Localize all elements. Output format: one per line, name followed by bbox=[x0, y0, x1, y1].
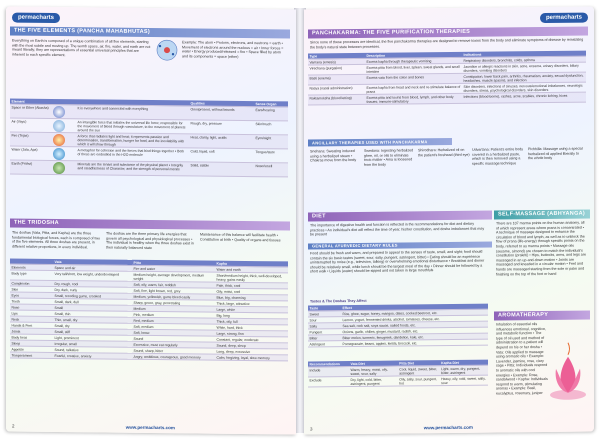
cell: Pomegranate, beans, apples, lentils, broccoli, etc. bbox=[341, 339, 488, 347]
cell: Joints bbox=[10, 328, 53, 334]
cell: Sea salt, rock salt, soya sauce, salted foods, etc. bbox=[341, 321, 488, 329]
fire-icon bbox=[53, 133, 65, 145]
five-elements-intro: Everything on Earth is composed of a unique combination of all five elements, starting with the most subtle and moving up. The womb space, air, fire, water, and earth are not meant literally; they are representations of essential universal principles that are inherent to each specific element. bbox=[12, 38, 151, 57]
space-icon bbox=[53, 105, 65, 117]
cell: Temperament bbox=[10, 352, 53, 358]
cell: Pale, thick, cool bbox=[215, 282, 288, 289]
cell: Sweet bbox=[308, 311, 341, 317]
element-sense: Ears/hearing bbox=[254, 107, 288, 121]
col-description: Description bbox=[365, 52, 462, 59]
table-row bbox=[308, 92, 586, 105]
cell: Nose bbox=[10, 304, 53, 310]
element-quality: Heat, clarity, light, acidic bbox=[189, 134, 254, 149]
diet-rules: Food should be fresh and warm, and prepared to appeal to the senses of taste, smell, and sight; food should contain the six basic tastes (sweet, sour, salty, pungent, astringent, bitter) • Eating should be an experience uninterrupted by noise (e.g., television, talking) or overwhelming emotional disturbance • Breakfast and dinner should be relatively small, while lunch should be the largest meal of the day • Dinner should be followed by a short walk • Liquids (water) should be sipped and not taken in large mouthfuls bbox=[310, 249, 485, 274]
cell: Oily, moist, cool bbox=[215, 288, 288, 295]
footer-url[interactable]: www.permacharts.com bbox=[423, 424, 473, 431]
col-indications: Indications bbox=[462, 51, 586, 58]
tridosha-table bbox=[10, 259, 288, 362]
element-name: Earth (Prithvi) bbox=[10, 160, 51, 174]
water-icon bbox=[53, 147, 65, 159]
cell: Soft, medium bbox=[132, 323, 215, 330]
element-sense: Eyes/sight bbox=[254, 135, 288, 149]
tridosha-intro: The doshas (Vata, Pitta, and Kapha) are the three fundamental biological forces, each is composed of two of the five elements. All three doshas are present, in different relative proportions, in every individual. bbox=[12, 230, 101, 250]
cell: Body heat bbox=[10, 334, 53, 340]
cell: Medium height, average development, medium weight bbox=[132, 271, 215, 282]
section-header-diet: DIET bbox=[308, 211, 492, 222]
element-desc: It is everywhere and connected with everything bbox=[76, 105, 189, 120]
section-header-tridosha: THE TRIDOSHA bbox=[10, 219, 290, 231]
cell: Long, deep, excessive bbox=[215, 348, 288, 355]
element-quality: Solid, stable bbox=[189, 162, 254, 177]
cell: Elements bbox=[10, 264, 53, 270]
cell: Light, prominent bbox=[53, 334, 132, 341]
cell: Oily, salty, sour, pungent, hot bbox=[398, 376, 440, 386]
self-massage-text: There are 107 marma points on the human anatomy, all of which represent areas where prana is concentrated • A technique of massage designed to enhance the circulation of blood and lymph, as well as to unblock the flow of prana (life-energy) through specific points on the body, referred to as marma points • Massage oils (sesame, almond) are chosen to match the individual's constitution (prakriti) • Hips, buttocks, arms, and legs are massaged in an up-and-down motion • Joints are massaged and kneaded in a circular motion • Feet and hands are massaged starting from the sole or palm and finishing on the top of the foot or hand bbox=[496, 220, 586, 277]
cell: Sour bbox=[308, 317, 341, 323]
left-footer bbox=[12, 424, 175, 431]
ancillary-item: Snehana: Sweating induced using a herbalized steam • Chakras move from the body bbox=[310, 148, 357, 163]
cell: Sleep bbox=[10, 340, 53, 346]
cell: Basti (enema) bbox=[308, 74, 365, 85]
col-taste: Taste bbox=[308, 305, 341, 311]
cell: Hands & Feet bbox=[10, 322, 53, 328]
cell: Skin disorders, infections of sinuses, nervous/emotional imbalances, neurologic disorders, stress, psychological disorders, skin disorders bbox=[462, 82, 586, 93]
cell: Infections (blood-borne), rashes, acne, scabies, chronic itching, hives bbox=[462, 92, 586, 103]
cell: Irregular, small bbox=[53, 340, 132, 347]
cell: Complexion bbox=[10, 280, 53, 286]
right-footer bbox=[310, 425, 473, 432]
cell: Thin, small, dry bbox=[53, 316, 132, 323]
cell: Cool, liquid, sweet, bitter, astringent bbox=[398, 366, 440, 376]
table-row bbox=[10, 160, 288, 177]
section-header-five-elements: THE FIVE ELEMENTS (PANCHA MAHABHUTAS) bbox=[10, 27, 290, 39]
element-name: Fire (Tejas) bbox=[10, 132, 51, 146]
col-vata: Vata bbox=[53, 259, 132, 265]
cell: Include bbox=[308, 367, 349, 377]
cell: Jaundice or allergic reactions in skin, acne, eczema, urinary disorders, biliary disorders, vomiting disorders bbox=[462, 62, 586, 73]
cell: Angry, ambitious, courageous, good memory bbox=[132, 353, 215, 360]
cell: Warm, heavy, moist, oily, sweet, sour, salty bbox=[349, 366, 398, 377]
col-element: Element bbox=[10, 99, 51, 105]
section-header-panchakarma: PANCHAKARMA: THE FIVE PURIFICATION THERAPIES bbox=[308, 27, 588, 39]
tridosha-right: Maintenance of this balance will facilitate health • Constitution at birth • Quality of organs and tissues bbox=[200, 232, 281, 242]
col-sense-organ: Sense Organ bbox=[254, 101, 288, 107]
ancillary-item: Shirodhara: Herbalized oil on the patient's forehead (third eye) bbox=[418, 147, 470, 157]
panchakarma-intro: Since none of these processes are identical, the five panchakarma therapies are designed to remove toxins from the body and eliminate symptoms of disease by reinstating the body's natural state between processes. bbox=[310, 37, 584, 50]
cell: Red, medium bbox=[132, 317, 215, 324]
element-name: Air (Vayu) bbox=[10, 118, 51, 132]
cell: Excess kapha from head and neck and re-stimulate balance of prana bbox=[366, 84, 461, 94]
cell: Small, dark, dull bbox=[53, 298, 132, 305]
cell: Large, strong, firm bbox=[215, 330, 288, 337]
element-desc: A metaphor for cohesion and the forces that bind things together • Both of these are embodied in the H2O molecule bbox=[76, 147, 189, 162]
cell: Rice, ghee, sugar, honey, mangos, dates, cooked beetroot, etc. bbox=[341, 309, 488, 317]
earth-icon bbox=[53, 161, 65, 173]
col-type: Type bbox=[308, 53, 365, 59]
cell: Excess vata from the colon and bones bbox=[365, 73, 462, 84]
cell: Excess pitta from blood, liver, spleen, sweat glands, and small intestine bbox=[365, 63, 462, 74]
tastes-title: Tastes & The Doshas They Affect bbox=[310, 298, 367, 304]
cell: Sound, sharp, bitter bbox=[132, 347, 215, 354]
element-name: Water (Jala, Apa) bbox=[10, 146, 51, 160]
diet-recommendations-table bbox=[308, 360, 488, 388]
cell: Sound bbox=[132, 335, 215, 342]
element-quality: Rough, dry, pressure bbox=[189, 120, 254, 135]
cell: Sharp, green, gray, penetrating bbox=[132, 299, 215, 306]
element-desc: An intangible force that initiates the universal life force; responsible for the movement of blood through vasculature, to the movement of planets around the sun bbox=[76, 119, 189, 134]
section-header-ancillary: ANCILLARY THERAPIES USED WITH PANCHAKARMA bbox=[308, 138, 452, 147]
cell: White, hard, thick bbox=[215, 324, 288, 331]
cell: Blue, big, charming bbox=[215, 294, 288, 301]
col-pitta-diet: Pitta Diet bbox=[398, 360, 440, 366]
element-desc: A force that radiates light and heat; it represents passion and determination, transformation, hunger for food, and the inevitability with which it will show through bbox=[76, 133, 189, 148]
cell: Space and air bbox=[53, 264, 132, 271]
cell: Dry, rough, cool bbox=[53, 280, 132, 287]
air-icon bbox=[53, 119, 65, 131]
cell: Onions, garlic, chilies, ginger, mustard, radish, etc. bbox=[341, 327, 488, 335]
cell: Respiratory disorders, bronchitis, colds, asthma bbox=[462, 56, 586, 63]
brand-logo: permacharts bbox=[540, 13, 588, 24]
cell: Sound, deep, sleep bbox=[215, 342, 288, 349]
cell: Short/medium height, thick, well-developed, heavy, gains easily bbox=[215, 272, 288, 283]
right-page bbox=[304, 6, 594, 434]
cell: Light, warm, dry, pungent, bitter, astringent bbox=[440, 365, 488, 376]
cell: Pink, medium bbox=[132, 311, 215, 318]
element-sense: Nose/smell bbox=[254, 163, 288, 177]
col-recommendation: Recommendations bbox=[308, 361, 349, 367]
panchakarma-table bbox=[308, 51, 586, 106]
brand-logo: permacharts bbox=[12, 13, 60, 24]
ancillary-item: Udvartana: Patient's entire body covered in a herbalized paste, which is then removed using a specific massage technique bbox=[472, 147, 524, 166]
cell: Exclude bbox=[308, 377, 349, 387]
cell: Medium bbox=[132, 305, 215, 312]
cell: Salty bbox=[308, 323, 341, 329]
cell: Small bbox=[53, 304, 132, 311]
cell: Fearful, creative, anxiety bbox=[53, 352, 132, 359]
cell: Water and earth bbox=[215, 266, 288, 273]
cell: Thick, large, attractive bbox=[215, 300, 288, 307]
col-vata-diet: Vata Diet bbox=[349, 361, 398, 367]
five-elements-example: Example: The atom • Protons, electrons, and neutrons = earth • Movement of electrons around the nucleus = air • Inner forces = water • Energy produced/released = fire • Space filled by atom and its components = space (ether) bbox=[182, 40, 284, 59]
cell: Dry, dark, curly bbox=[53, 286, 132, 293]
cell: Sound, talkative bbox=[53, 346, 132, 353]
cell: Fire and water bbox=[132, 265, 215, 272]
cell: Very tall/short, low weight, underdeveloped bbox=[53, 270, 132, 281]
element-sense: Tongue/taste bbox=[254, 149, 288, 163]
element-quality: Cold, liquid, soft bbox=[189, 148, 254, 163]
table-row bbox=[308, 375, 488, 387]
cell: Constant, regular, moderate bbox=[215, 336, 288, 343]
element-quality: Omnipresent, without bounds bbox=[189, 106, 254, 121]
cell: Thick, oily, full bbox=[215, 318, 288, 325]
ancillary-item: Swedana: Ingesting herbalized ghee, oil, or oils to eliminate toxic matter • Ama is loosened from the body bbox=[364, 148, 414, 167]
cell: Constipation, lower back pain, arthritis, rheumatism, anxiety, sexual dysfunction, headaches, muscle spasms, and infection bbox=[462, 72, 586, 83]
cell: Soft, loose bbox=[132, 329, 215, 336]
cell: Eyes bbox=[10, 292, 53, 298]
cell: Soft, fine, light brown, red, grey bbox=[132, 287, 215, 294]
cell: Vamana (emesis) bbox=[308, 58, 365, 65]
section-header-self-massage: SELF-MASSAGE (ABHYANGA) bbox=[494, 210, 590, 220]
cell: Medium, yellowish, gums bleed easily bbox=[132, 293, 215, 300]
cell: Appetite bbox=[10, 346, 53, 352]
cell: Excess pitta and toxins from blood, lymph, and other body tissues; immune-stimulatory bbox=[365, 93, 462, 104]
page-number: 3 bbox=[310, 426, 313, 432]
left-page bbox=[6, 6, 296, 434]
cell: Bitter melon, turmeric, fenugreek, dandelion, kale, etc. bbox=[341, 333, 488, 341]
cell: Calm, forgiving, loyal, slow memory bbox=[215, 354, 288, 361]
cell: Small, receding gums, crooked bbox=[53, 292, 132, 299]
atom-diagram bbox=[156, 39, 178, 61]
cell: Body type bbox=[10, 270, 53, 280]
diet-rules-header: GENERAL AYURVEDIC DIETARY RULES bbox=[308, 242, 492, 250]
cell: Small, thin bbox=[53, 310, 132, 317]
page-number: 2 bbox=[12, 423, 15, 429]
cell: Pungent bbox=[308, 329, 341, 335]
cell: Teeth bbox=[10, 298, 53, 304]
cell: Virechana (purgation) bbox=[308, 64, 365, 75]
cell: Large, white bbox=[215, 306, 288, 313]
element-desc: Minerals are the tenant and substance of the physical planet • Integrity and steadfastness of Character, and the strength of personal morals bbox=[76, 161, 189, 176]
cell: Heavy, oily, cold, sweet, salty, sour bbox=[440, 375, 488, 386]
cell: Lips bbox=[10, 310, 53, 316]
cell: Small, dry bbox=[53, 322, 132, 329]
cell: Astringent bbox=[308, 341, 341, 347]
cell: Big, long bbox=[215, 312, 288, 319]
five-elements-table bbox=[10, 99, 288, 178]
cell: Excess kapha through therapeutic vomiting bbox=[365, 57, 462, 64]
element-name: Space or Ether (Akasha) bbox=[10, 104, 51, 118]
tridosha-middle: The doshas are the three primary life energies that govern all psychological and physiological processes • The individual is healthy when the three doshas exist in their naturally balanced state bbox=[106, 231, 194, 250]
cell: Small, stiff bbox=[53, 328, 132, 335]
cell: Nasya (nasal administration) bbox=[308, 84, 365, 95]
footer-url[interactable]: www.permacharts.com bbox=[125, 424, 175, 431]
col-effect: Effect bbox=[341, 304, 488, 311]
col-qualities: Qualities bbox=[189, 100, 254, 106]
col-pitta: Pitta bbox=[132, 260, 215, 266]
col-kapha-diet: Kapha Diet bbox=[440, 360, 488, 366]
cell: Soft, oily, warm, fair, reddish bbox=[132, 281, 215, 288]
ancillary-item: Pichhilla: Massage using a special herbalized oil applied liberally to the whole body bbox=[528, 146, 583, 161]
cell: Bitter bbox=[308, 335, 341, 341]
cell: Lemon, yogurt, fermented drinks, alcohol, tomatoes, cheese, etc. bbox=[341, 315, 488, 323]
cell: Skin bbox=[10, 286, 53, 292]
cell: Raktamoksha (blood letting) bbox=[308, 94, 365, 105]
element-sense: Skin/touch bbox=[254, 121, 288, 135]
table-row bbox=[308, 339, 488, 347]
lotus-illustration bbox=[548, 337, 588, 409]
section-header-aromatherapy: AROMATHERAPY bbox=[494, 311, 590, 321]
col-kapha: Kapha bbox=[215, 261, 288, 267]
cell: Dry, light, cold, bitter, astringent, pungent bbox=[349, 376, 398, 387]
cell: Excessive, must eat regularly bbox=[132, 341, 215, 348]
cell: Neck bbox=[10, 316, 53, 322]
tastes-table bbox=[308, 304, 488, 348]
diet-intro: The importance of digestive health and function is reflected in the recommendations for diet and dietary practices • An individual's diet will reflect the time of year, his/her constitution, and dosha imbalances that may be present bbox=[310, 221, 485, 237]
aromatherapy-text: Inhalation of essential oils influences emotional, cognitive, and metabolic function • The type of oil used and method of administration to a patient will depend on his or her dosha • Vata: Oils applied to massage using aromatic oils • Example: Lavender, jasmine, rose, clary sage • Pitta: Individuals respond to aromatic oils with cool energies • Example: Rose, sandalwood • Kapha: Individuals respond to warm, stimulating aromas • Example: Basil, eucalyptus, rosemary, juniper bbox=[496, 322, 548, 396]
